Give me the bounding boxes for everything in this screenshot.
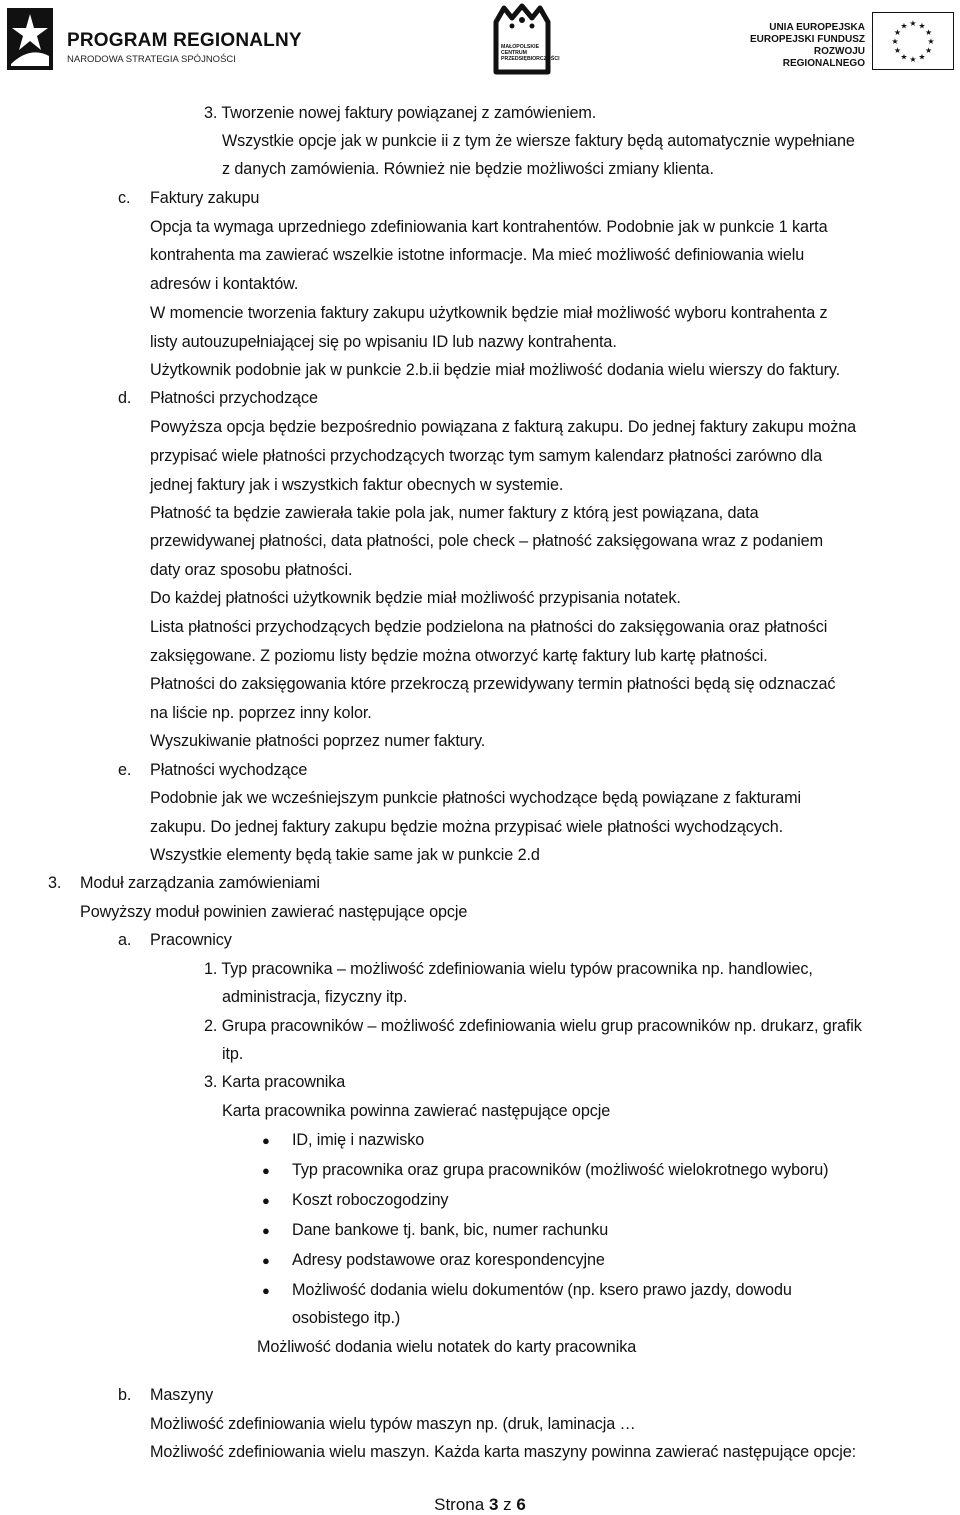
text-line: Powyższa opcja będzie bezpośrednio powiązana z fakturą zakupu. Do jednej faktury zakupu można <box>150 418 857 436</box>
text-line: Możliwość zdefiniowania wielu maszyn. Każda karta maszyny powinna zawierać następujące opcje: <box>150 1443 856 1461</box>
text-line: Karta pracownika powinna zawierać następujące opcje <box>222 1102 611 1120</box>
bullet-icon: ● <box>262 1163 270 1178</box>
list-item: Dane bankowe tj. bank, bic, numer rachunku <box>292 1221 609 1239</box>
eu-star-icon: ★ <box>893 46 901 55</box>
text-line: Możliwość zdefiniowania wielu typów maszyn np. (druk, laminacja … <box>150 1415 636 1433</box>
crown-icon <box>490 2 554 76</box>
bullet-icon: ● <box>262 1283 270 1298</box>
eu-star-icon: ★ <box>891 37 899 46</box>
section-heading: Moduł zarządzania zamówieniami <box>80 874 320 892</box>
bullet-icon: ● <box>262 1223 270 1238</box>
list-item-continuation: osobistego itp.) <box>292 1309 401 1327</box>
total-pages: 6 <box>516 1495 526 1514</box>
section-heading: Płatności wychodzące <box>150 761 308 779</box>
bullet-icon: ● <box>262 1193 270 1208</box>
section-heading: Faktury zakupu <box>150 189 260 207</box>
text-line: jednej faktury jak i wszystkich faktur obecnych w systemie. <box>150 476 564 494</box>
star-emblem-icon <box>5 6 55 72</box>
text-line: administracja, fizyczny itp. <box>222 988 408 1006</box>
eu-star-icon: ★ <box>900 52 908 62</box>
list-item: Możliwość dodania wielu dokumentów (np. ksero prawo jazdy, dowodu <box>292 1281 792 1299</box>
page-header <box>0 0 960 80</box>
list-item: ID, imię i nazwisko <box>292 1131 425 1149</box>
eu-star-icon: ★ <box>909 19 917 28</box>
text-line: Możliwość dodania wielu notatek do karty pracownika <box>257 1338 637 1356</box>
list-item: Typ pracownika oraz grupa pracowników (możliwość wielokrotnego wyboru) <box>292 1161 829 1179</box>
list-marker: 3. <box>48 874 62 892</box>
text-line: Do każdej płatności użytkownik będzie miał możliwość przypisania notatek. <box>150 589 681 607</box>
page-label: Strona <box>434 1495 485 1514</box>
list-item: Adresy podstawowe oraz korespondencyjne <box>292 1251 605 1269</box>
text-line: zakupu. Do jednej faktury zakupu będzie można przypisać wiele płatności wychodzących. <box>150 818 784 836</box>
eu-flag-icon <box>872 12 954 70</box>
section-heading: Maszyny <box>150 1386 214 1404</box>
eu-text: UNIA EUROPEJSKA EUROPEJSKI FUNDUSZ ROZWOJU REGIONALNEGO <box>749 22 865 69</box>
list-marker: d. <box>118 389 132 407</box>
eu-star-icon: ★ <box>900 21 908 31</box>
text-line: Użytkownik podobnie jak w punkcie 2.b.ii będzie miał możliwość dodania wielu wierszy do faktury. <box>150 361 841 379</box>
eu-logo <box>735 10 957 74</box>
bullet-icon: ● <box>262 1253 270 1268</box>
page-separator: z <box>503 1495 512 1514</box>
text-line: Opcja ta wymaga uprzedniego zdefiniowania kart kontrahentów. Podobnie jak w punkcie 1 karta <box>150 218 828 236</box>
section-heading: Pracownicy <box>150 931 232 949</box>
text-line: 3. Tworzenie nowej faktury powiązanej z zamówieniem. <box>204 104 597 122</box>
list-marker: a. <box>118 931 132 949</box>
text-line: Powyższy moduł powinien zawierać następujące opcje <box>80 903 468 921</box>
eu-star-icon: ★ <box>918 52 926 62</box>
text-line: kontrahenta ma zawierać wszelkie istotne informacje. Ma mieć możliwość definiowania wielu <box>150 246 805 264</box>
text-line: Wszystkie opcje jak w punkcie ii z tym że wiersze faktury będą automatycznie wypełniane <box>222 132 855 150</box>
text-line: Płatność ta będzie zawierała takie pola jak, numer faktury z którą jest powiązana, data <box>150 504 759 522</box>
text-line: 3. Karta pracownika <box>204 1073 346 1091</box>
list-marker: e. <box>118 761 132 779</box>
list-marker: b. <box>118 1386 132 1404</box>
page-footer <box>0 1495 960 1515</box>
text-line: itp. <box>222 1045 244 1063</box>
list-item: Koszt roboczogodziny <box>292 1191 449 1209</box>
program-regionalny-logo <box>5 4 302 74</box>
mcp-text: MAŁOPOLSKIE CENTRUM PRZEDSIĘBIORCZOŚCI <box>501 44 560 62</box>
text-line: przewidywanej płatności, data płatności, pole check – płatność zaksięgowana wraz z podaniem <box>150 532 823 550</box>
eu-star-icon: ★ <box>918 21 926 31</box>
eu-star-icon: ★ <box>893 28 901 37</box>
text-line: przypisać wiele płatności przychodzących tworząc tym samym kalendarz płatności zarówno dla <box>150 447 823 465</box>
text-line: zaksięgowane. Z poziomu listy będzie można otworzyć kartę faktury lub kartę płatności. <box>150 647 768 665</box>
mcp-logo <box>490 2 560 76</box>
list-marker: c. <box>118 189 131 207</box>
program-title: PROGRAM REGIONALNY <box>67 30 302 51</box>
eu-star-icon: ★ <box>925 28 933 37</box>
text-line: z danych zamówienia. Również nie będzie możliwości zmiany klienta. <box>222 160 714 178</box>
text-line: 2. Grupa pracowników – możliwość zdefiniowania wielu grup pracowników np. drukarz, grafik <box>204 1017 862 1035</box>
text-line: Lista płatności przychodzących będzie podzielona na płatności do zaksięgowania oraz płatności <box>150 618 828 636</box>
eu-star-icon: ★ <box>909 55 917 64</box>
text-line: adresów i kontaktów. <box>150 275 299 293</box>
section-heading: Płatności przychodzące <box>150 389 318 407</box>
text-line: Wszystkie elementy będą takie same jak w punkcie 2.d <box>150 846 540 864</box>
text-line: Podobnie jak we wcześniejszym punkcie płatności wychodzące będą powiązane z fakturami <box>150 789 802 807</box>
current-page: 3 <box>488 1495 499 1514</box>
text-line: W momencie tworzenia faktury zakupu użytkownik będzie miał możliwość wyboru kontrahenta z <box>150 304 828 322</box>
text-line: listy autouzupełniającej się po wpisaniu ID lub nazwy kontrahenta. <box>150 333 617 351</box>
eu-star-icon: ★ <box>927 37 935 46</box>
eu-star-icon: ★ <box>925 46 933 55</box>
text-line: 1. Typ pracownika – możliwość zdefiniowania wielu typów pracownika np. handlowiec, <box>204 960 813 978</box>
text-line: na liście np. poprzez inny kolor. <box>150 704 372 722</box>
text-line: daty oraz sposobu płatności. <box>150 561 353 579</box>
text-line: Wyszukiwanie płatności poprzez numer faktury. <box>150 732 486 750</box>
program-subtitle: NARODOWA STRATEGIA SPÓJNOŚCI <box>67 54 236 65</box>
bullet-icon: ● <box>262 1133 270 1148</box>
text-line: Płatności do zaksięgowania które przekroczą przewidywany termin płatności będą się odznaczać <box>150 675 836 693</box>
